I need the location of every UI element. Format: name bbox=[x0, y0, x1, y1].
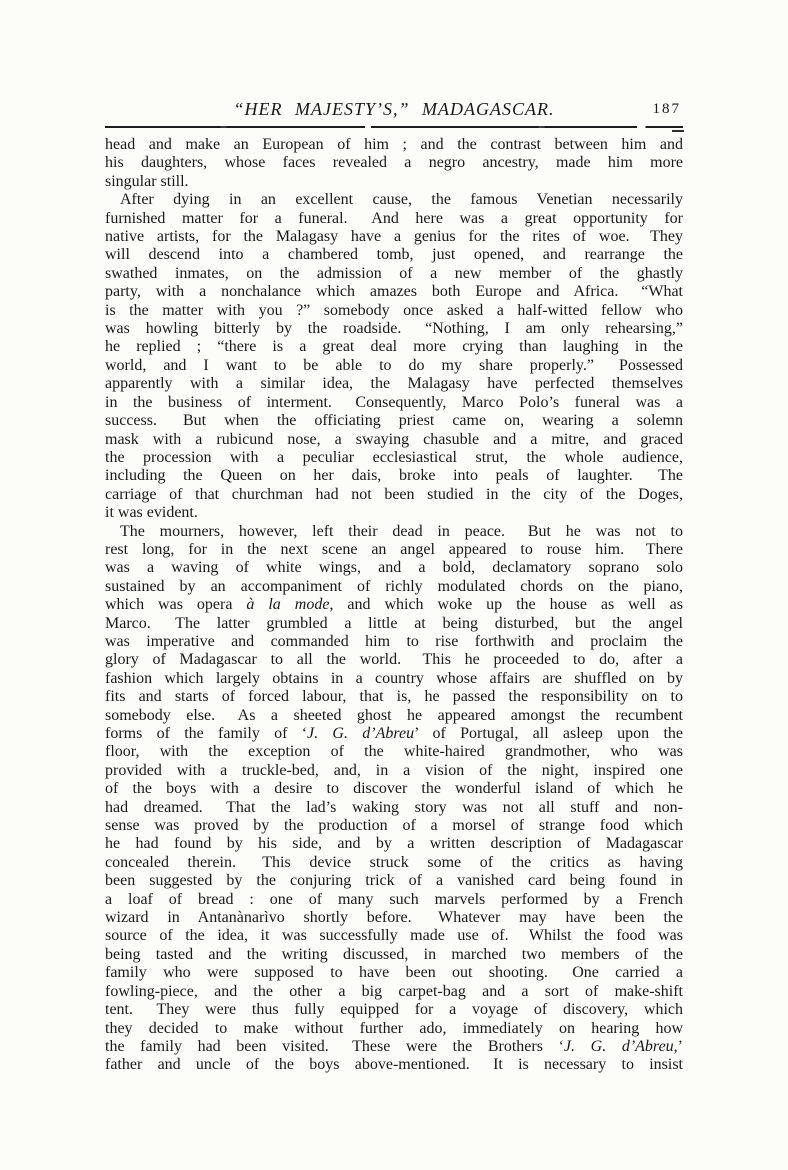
italic-phrase: à la mode bbox=[246, 596, 330, 614]
text-run: sense was proved by the production of a morsel of strange food which bbox=[105, 817, 683, 835]
text-run: was imperative and commanded him to rise forthwith and proclaim the bbox=[105, 632, 683, 650]
text-line bbox=[105, 780, 683, 798]
text-line bbox=[105, 651, 683, 669]
text-run: is the matter with you ?” somebody once asked a half-witted fellow who bbox=[105, 301, 683, 319]
text-run: in the business of interment. Consequently, Marco Polo’s funeral was a bbox=[105, 393, 683, 411]
text-run: was howling bitterly by the roadside. “Nothing, I am only rehearsing,” bbox=[105, 320, 683, 338]
text-line bbox=[105, 1001, 683, 1019]
text-run: the family had been visited. These were the Brothers ‘ bbox=[105, 1037, 564, 1055]
text-run: mask with a rubicund nose, a swaying chasuble and a mitre, and graced bbox=[105, 430, 683, 448]
text-line bbox=[105, 467, 683, 485]
text-line bbox=[105, 173, 683, 191]
text-line bbox=[105, 283, 683, 301]
text-run: family who were supposed to have been out shooting. One carried a bbox=[105, 964, 683, 982]
text-line bbox=[105, 872, 683, 890]
text-run: the procession with a peculiar ecclesiastical strut, the whole audience, bbox=[105, 448, 683, 466]
header-rule-tail bbox=[672, 130, 684, 132]
text-line bbox=[105, 1020, 683, 1038]
text-run: being tasted and the writing discussed, in marched two members of the bbox=[105, 945, 683, 963]
text-run: of the boys with a desire to discover the wonderful island of which he bbox=[105, 780, 683, 798]
text-run: including the Queen on her dais, broke into peals of laughter. The bbox=[105, 467, 683, 485]
text-line bbox=[105, 964, 683, 982]
text-run: The mourners, however, left their dead in peace. But he was not to bbox=[120, 522, 683, 540]
running-header bbox=[105, 99, 683, 120]
text-line bbox=[105, 486, 683, 504]
text-run: head and make an European of him ; and the contrast between him and bbox=[105, 136, 683, 153]
italic-phrase: J. G. d’Abreu bbox=[307, 725, 415, 742]
text-line bbox=[105, 320, 683, 338]
text-line bbox=[105, 394, 683, 412]
text-line bbox=[105, 504, 683, 522]
text-line bbox=[105, 835, 683, 853]
text-line bbox=[105, 523, 683, 541]
text-line bbox=[105, 817, 683, 835]
text-run: Marco. The latter grumbled a little at being disturbed, but the angel bbox=[105, 614, 683, 632]
text-run: glory of Madagascar to all the world. This he proceeded to do, after a bbox=[105, 651, 683, 669]
text-line bbox=[105, 688, 683, 706]
text-line bbox=[105, 743, 683, 761]
text-line bbox=[105, 210, 683, 228]
text-line bbox=[105, 615, 683, 633]
text-run: which was opera bbox=[105, 596, 247, 614]
text-run: swathed inmates, on the admission of a new member of the ghastly bbox=[105, 264, 683, 282]
text-line bbox=[105, 578, 683, 596]
text-run: tent. They were thus fully equipped for a voyage of discovery, which bbox=[105, 1001, 683, 1019]
text-run: they decided to make without further ado, immediately on hearing how bbox=[105, 1019, 683, 1037]
text-line bbox=[105, 799, 683, 817]
text-line bbox=[105, 431, 683, 449]
text-line bbox=[105, 596, 683, 614]
text-line bbox=[105, 154, 683, 172]
text-line bbox=[105, 228, 683, 246]
text-run: After dying in an excellent cause, the famous Venetian necessarily bbox=[120, 191, 683, 209]
text-run: forms of the family of ‘ bbox=[105, 725, 308, 742]
header-rule bbox=[105, 126, 683, 128]
text-line bbox=[105, 854, 683, 872]
text-run: provided with a truckle-bed, and, in a vision of the night, inspired one bbox=[105, 761, 683, 779]
text-run: ’ of Portugal, all asleep upon the bbox=[414, 725, 684, 742]
text-run: had dreamed. That the lad’s waking story was not all stuff and non- bbox=[105, 798, 683, 816]
text-line bbox=[105, 375, 683, 393]
text-run: fits and starts of forced labour, that is, he passed the responsibility on to bbox=[105, 688, 683, 706]
text-line bbox=[105, 449, 683, 467]
text-run: wizard in Antanànarìvo shortly before. Whatever may have been the bbox=[105, 909, 683, 927]
text-run: fashion which largely obtains in a country whose affairs are shuffled on by bbox=[105, 669, 683, 687]
text-line bbox=[105, 357, 683, 375]
text-run: a loaf of bread : one of many such marvels performed by a French bbox=[105, 890, 683, 908]
text-line bbox=[105, 983, 683, 1001]
text-run: father and uncle of the boys above-mentioned. It is necessary to insist bbox=[105, 1056, 683, 1074]
text-line bbox=[105, 246, 683, 264]
text-run: somebody else. As a sheeted ghost he appeared amongst the recumbent bbox=[105, 706, 683, 724]
text-line bbox=[105, 927, 683, 945]
text-line bbox=[105, 265, 683, 283]
page-number: 187 bbox=[652, 101, 681, 117]
page-body bbox=[105, 136, 683, 1075]
text-line bbox=[105, 909, 683, 927]
text-run: fowling-piece, and the other a big carpet-bag and a sort of make-shift bbox=[105, 982, 683, 1000]
text-run: carriage of that churchman had not been studied in the city of the Doges, bbox=[105, 485, 683, 503]
running-header-title: “HER MAJESTY’S,” MADAGASCAR. bbox=[233, 99, 555, 119]
text-run: floor, with the exception of the white-haired grandmother, who was bbox=[105, 743, 683, 761]
text-run: source of the idea, it was successfully made use of. Whilst the food was bbox=[105, 927, 683, 945]
text-run: world, and I want to be able to do my share properly.” Possessed bbox=[105, 356, 683, 374]
text-line bbox=[105, 1038, 683, 1056]
text-run: will descend into a chambered tomb, just opened, and rearrange the bbox=[105, 246, 683, 264]
text-line bbox=[105, 412, 683, 430]
text-run: success. But when the officiating priest came on, wearing a solemn bbox=[105, 412, 683, 430]
text-line bbox=[105, 191, 683, 209]
text-line bbox=[105, 725, 683, 743]
text-run: been suggested by the conjuring trick of a vanished card being found in bbox=[105, 872, 683, 890]
italic-phrase: J. G. d’Abreu bbox=[563, 1037, 674, 1055]
text-run: it was evident. bbox=[105, 504, 198, 522]
text-run: his daughters, whose faces revealed a negro ancestry, made him more bbox=[105, 154, 683, 172]
text-line bbox=[105, 946, 683, 964]
text-run: was a waving of white wings, and a bold, declamatory soprano solo bbox=[105, 559, 683, 577]
text-line bbox=[105, 559, 683, 577]
text-line bbox=[105, 302, 683, 320]
text-run: party, with a nonchalance which amazes both Europe and Africa. “What bbox=[105, 283, 683, 301]
text-line bbox=[105, 670, 683, 688]
text-line bbox=[105, 1056, 683, 1074]
text-run: concealed therein. This device struck some of the critics as having bbox=[105, 853, 683, 871]
text-run: sustained by an accompaniment of richly modulated chords on the piano, bbox=[105, 577, 683, 595]
text-line bbox=[105, 541, 683, 559]
text-line bbox=[105, 762, 683, 780]
text-run: he had found by his side, and by a written description of Madagascar bbox=[105, 835, 683, 853]
text-run: , and which woke up the house as well as bbox=[329, 596, 684, 614]
text-line bbox=[105, 633, 683, 651]
text-line bbox=[105, 891, 683, 909]
text-run: singular still. bbox=[105, 172, 189, 190]
text-line bbox=[105, 136, 683, 154]
text-line bbox=[105, 707, 683, 725]
text-run: he replied ; “there is a great deal more crying than laughing in the bbox=[105, 338, 683, 356]
text-run: rest long, for in the next scene an angel appeared to rouse him. There bbox=[105, 540, 683, 558]
text-run: native artists, for the Malagasy have a genius for the rites of woe. They bbox=[105, 228, 683, 246]
text-run: apparently with a similar idea, the Malagasy have perfected themselves bbox=[105, 375, 683, 393]
text-run: ,’ bbox=[673, 1037, 683, 1055]
text-run: furnished matter for a funeral. And here was a great opportunity for bbox=[105, 209, 683, 227]
text-line bbox=[105, 338, 683, 356]
